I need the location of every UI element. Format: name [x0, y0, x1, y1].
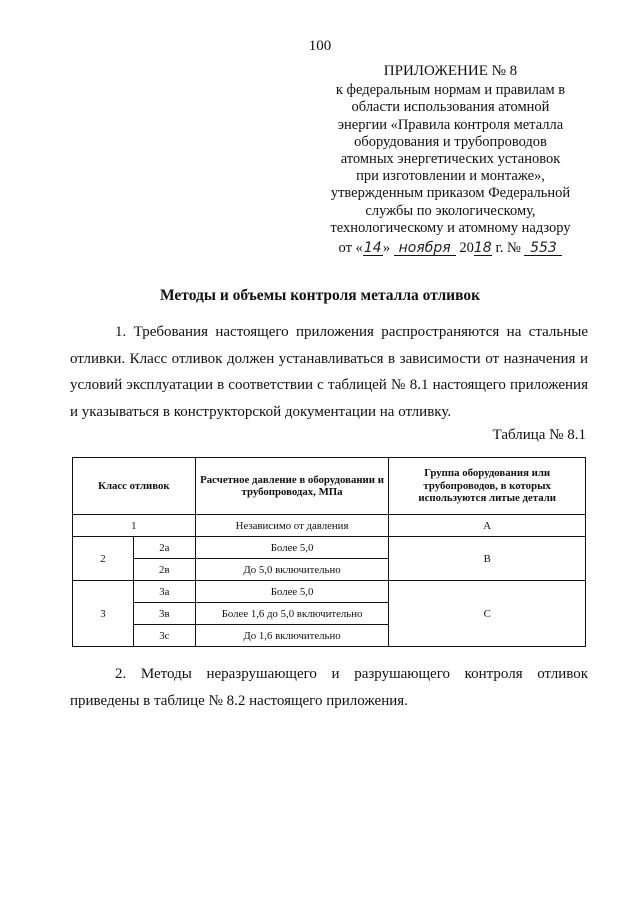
- cell-pressure: До 5,0 включительно: [195, 559, 389, 581]
- cell-class: 1: [73, 515, 196, 537]
- annex-line: службы по экологическому,: [365, 202, 536, 219]
- annex-line: утвержденным приказом Федеральной: [330, 185, 571, 202]
- table-row: [73, 537, 586, 559]
- cell-pressure: Более 5,0: [195, 581, 389, 603]
- cell-subclass: 2а: [133, 537, 195, 559]
- annex-line: к федеральным нормам и правилам в: [335, 82, 566, 99]
- cell-class: 2: [73, 537, 134, 581]
- cell-pressure: До 1,6 включительно: [195, 625, 389, 647]
- cell-pressure: Более 5,0: [195, 537, 389, 559]
- cell-subclass: 3с: [133, 625, 195, 647]
- table-8-1: [72, 457, 586, 647]
- handwritten-year: 18: [473, 240, 492, 257]
- handwritten-day: 14: [363, 240, 382, 257]
- header-class: Класс отливок: [73, 458, 196, 515]
- cell-subclass: 3в: [133, 603, 195, 625]
- cell-pressure: Независимо от давления: [195, 515, 389, 537]
- annex-line: энергии «Правила контроля металла: [337, 116, 564, 133]
- handwritten-number: 553: [524, 241, 562, 256]
- table-header-row: [73, 458, 586, 515]
- section-heading: Методы и объемы контроля металла отливок: [159, 287, 481, 304]
- order-prefix: от «: [338, 240, 363, 257]
- cell-group: В: [389, 537, 586, 581]
- cell-group: А: [389, 515, 586, 537]
- order-year-prefix: 20: [459, 240, 474, 257]
- order-mid: »: [382, 240, 391, 257]
- paragraph-1: 1. Требования настоящего приложения распространяются на стальные отливки. Класс отливок должен устанавливаться в зависимости от назначения и условий эксплуатации в соответствии с таблицей № 8.1 настоящего приложения и указываться в конструкторской документации на отливку.: [70, 324, 588, 420]
- table-row: [73, 581, 586, 603]
- order-year-postfix: г. №: [491, 240, 521, 257]
- annex-line: оборудования и трубопроводов: [354, 133, 547, 150]
- annex-line: при изготовлении и монтаже»,: [356, 168, 545, 185]
- header-group: Группа оборудования или трубопроводов, в которых используются литые детали: [389, 458, 586, 515]
- cell-subclass: 2в: [133, 559, 195, 581]
- cell-class: 3: [73, 581, 134, 647]
- annex-header: [318, 63, 583, 257]
- table-row: [73, 515, 586, 537]
- order-date-line: [318, 240, 583, 257]
- paragraph-2: 2. Методы неразрушающего и разрушающего контроля отливок приведены в таблице № 8.2 настоящего приложения.: [70, 666, 588, 709]
- table-caption: Таблица № 8.1: [492, 427, 586, 443]
- annex-line: атомных энергетических установок: [340, 151, 561, 168]
- page-number: 100: [308, 38, 332, 54]
- annex-line: технологическому и атомному надзору: [330, 219, 571, 236]
- cell-subclass: 3а: [133, 581, 195, 603]
- cell-group: С: [389, 581, 586, 647]
- annex-title: ПРИЛОЖЕНИЕ № 8: [383, 63, 518, 79]
- cell-pressure: Более 1,6 до 5,0 включительно: [195, 603, 389, 625]
- handwritten-month: ноября: [394, 241, 456, 256]
- header-pressure: Расчетное давление в оборудовании и трубопроводах, МПа: [195, 458, 389, 515]
- annex-line: области использования атомной: [351, 99, 550, 116]
